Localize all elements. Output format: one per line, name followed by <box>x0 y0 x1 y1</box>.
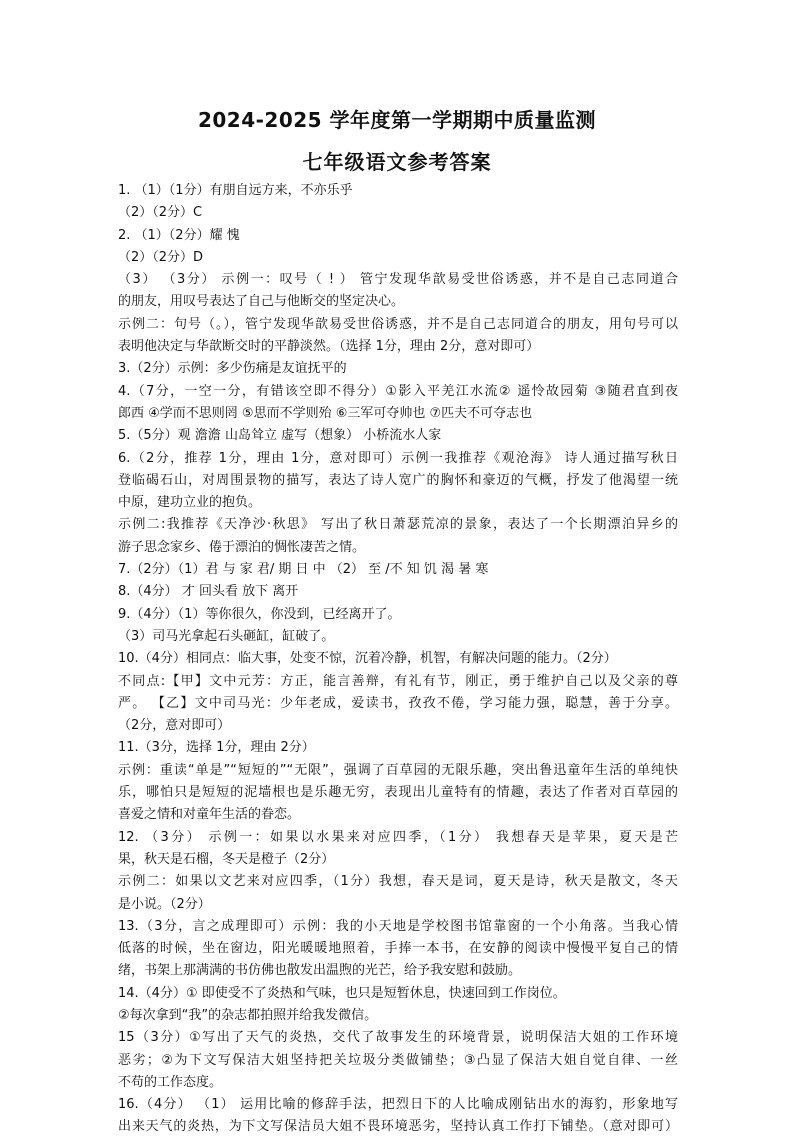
answer-line: （2）（2分）D <box>118 249 204 265</box>
answer-line: 严。 【乙】文中司马光：少年老成，爱读书，孜孜不倦，学习能力强，聪慧，善于分享。 <box>118 695 678 711</box>
answer-line: （2）（2分）C <box>118 205 203 221</box>
answer-line: 12. （3分） 示例一：如果以水果来对应四季，（1分） 我想春天是苹果，夏天是芒 <box>118 829 678 845</box>
answer-line: 14.（4分）① 即使受不了炎热和气味，也只是短暂休息，快速回到工作岗位。 <box>118 985 566 1001</box>
answer-line: 10.（4分）相同点：临大事，处变不惊，沉着冷静，机智，有解决问题的能力。（2分） <box>118 651 617 667</box>
answer-line: 4.（7分，一空一分，有错该空即不得分）①影入平羌江水流② 遥怜故园菊 ③随君直到夜 <box>118 383 678 399</box>
answer-line: 的朋友，用叹号表达了自己与他断交的坚定决心。 <box>118 294 405 310</box>
answer-line: 恶劣；②为下文写保洁大姐坚持把关垃圾分类做铺垫；③凸显了保洁大姐自觉自律、一丝 <box>118 1052 678 1068</box>
answer-line: 不苟的工作态度。 <box>118 1074 223 1090</box>
answer-line: 2. （1）（2分）耀 愧 <box>118 227 240 243</box>
answer-line: 是小说。（2分） <box>118 896 211 912</box>
answer-line: 乐，哪怕只是短短的泥墙根也是乐趣无穷，表现出儿童特有的情趣，表达了作者对百草园的 <box>118 785 678 801</box>
answer-line: 1. （1）（1分）有朋自远方来，不亦乐乎 <box>118 183 353 198</box>
answer-line: （2分，意对即可） <box>118 718 231 734</box>
answer-line: 出来天气的炎热，为下文写保洁员大姐不畏环境恶劣，坚持认真工作打下铺垫。（意对即可） <box>118 1119 678 1135</box>
answer-content <box>118 180 678 1139</box>
answer-line: 示例二：句号（。），管宁发现华歆易受世俗诱惑，并不是自己志同道合的朋友，用句号可以 <box>118 316 678 332</box>
answer-line: （3） （3分） 示例一：叹号（ ! ） 管宁发现华歆易受世俗诱惑，并不是自己志同道合 <box>118 272 678 288</box>
answer-line: 15（3分）①写出了天气的炎热，交代了故事发生的环境背景，说明保洁大姐的工作环境 <box>118 1030 678 1046</box>
answer-line: （3）司马光拿起石头砸缸，缸破了。 <box>118 628 335 644</box>
answer-line: 郎西 ④学而不思则罔 ⑤思而不学则殆 ⑥三军可夺帅也 ⑦匹夫不可夺志也 <box>118 405 533 421</box>
answer-line: 11.（3分，选择 1分，理由 2分） <box>118 740 315 756</box>
answer-line: 中原，建功立业的抱负。 <box>118 495 262 511</box>
answer-line: 示例二:我推荐《天净沙·秋思》 写出了秋日萧瑟荒凉的景象，表达了一个长期漂泊异乡的 <box>118 517 678 533</box>
answer-line: 示例二：如果以文艺来对应四季，（1分）我想，春天是词，夏天是诗，秋天是散文，冬天 <box>118 874 678 890</box>
answer-line: 游子思念家乡、倦于漂泊的惆怅凄苦之情。 <box>118 539 366 555</box>
answer-line: 13.（3分，言之成理即可）示例：我的小天地是学校图书馆靠窗的一个小角落。当我心情 <box>118 918 678 934</box>
answer-line: 登临碣石山，对周围景物的描写，表达了诗人宽广的胸怀和豪迈的气概，抒发了他渴望一统 <box>118 472 678 488</box>
answer-line: ②每次拿到“我”的杂志都拍照并给我发微信。 <box>118 1007 378 1023</box>
answer-line: 表明他决定与华歆断交时的平静淡然。（选择 1分，理由 2分，意对即可） <box>118 339 540 355</box>
answer-line: 3.（2分）示例：多少伤痛是友谊抚平的 <box>118 361 347 377</box>
answer-line: 不同点:【甲】文中元芳：方正，能言善辩，有礼有节，刚正，勇于维护自己以及父亲的尊 <box>118 673 678 689</box>
answer-line: 6.（2分，推荐 1分，理由 1分，意对即可）示例一我推荐《观沧海》 诗人通过描写秋日 <box>118 450 678 466</box>
answer-line: 9.（4分）（1）等你很久，你没到，已经离开了。 <box>118 606 401 622</box>
document-subtitle: 七年级语文参考答案 <box>302 150 492 174</box>
answer-line: 8.（4分） 才 回头看 放下 离开 <box>118 584 299 600</box>
answer-line: 5.（5分）观 澹澹 山岛耸立 虚写（想象） 小桥流水人家 <box>118 428 442 444</box>
answer-line: 喜爱之情和对童年生活的眷恋。 <box>118 807 301 823</box>
answer-line: 绪，书架上那满满的书仿佛也散发出温煦的光芒，给予我安慰和鼓励。 <box>118 963 522 979</box>
answer-line: 16.（4分） （1） 运用比喻的修辞手法，把烈日下的人比喻成刚钻出水的海豹，形象地写 <box>118 1097 678 1113</box>
answer-line: 示例：重读“单是”“短短的”“无限”，强调了百草园的无限乐趣，突出鲁迅童年生活的单纯快 <box>118 762 678 778</box>
document-title: 2024-2025 学年度第一学期期中质量监测 <box>197 108 597 132</box>
answer-line: 7.（2分）（1）君 与 家 君/ 期 日 中 （2） 至 /不 知 饥 渴 暑 寒 <box>118 562 489 578</box>
answer-line: 低落的时候，坐在窗边，阳光暖暖地照着，手捧一本书，在安静的阅读中慢慢平复自己的情 <box>118 941 678 957</box>
answer-line: 果，秋天是石榴，冬天是橙子（2分） <box>118 851 335 867</box>
